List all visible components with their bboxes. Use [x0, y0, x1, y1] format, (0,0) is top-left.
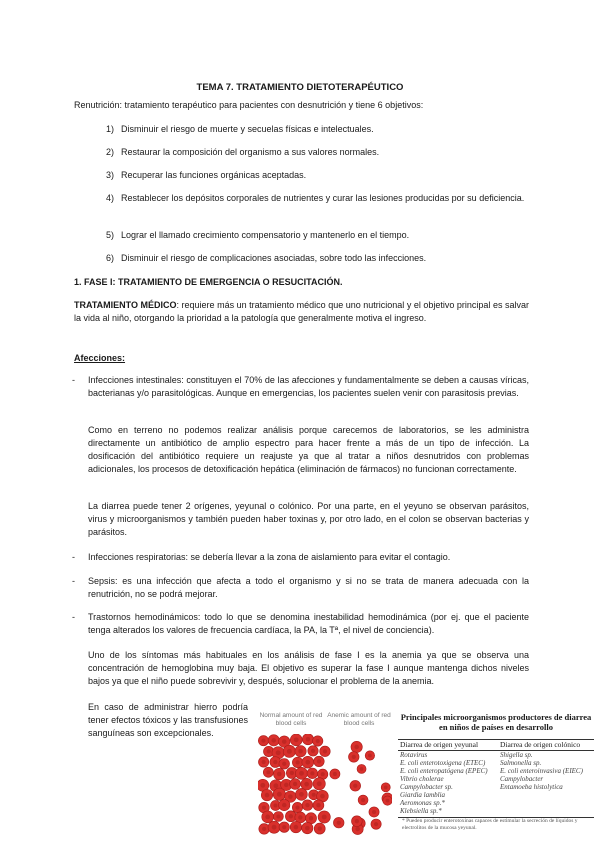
red-blood-cell-center: [386, 799, 390, 803]
red-blood-cell-center: [352, 755, 356, 759]
red-blood-cell-center: [284, 783, 289, 788]
red-blood-cell-center: [262, 827, 266, 831]
red-blood-cell-center: [293, 782, 297, 786]
red-blood-cell-center: [316, 739, 320, 743]
red-blood-cell-center: [311, 749, 315, 753]
red-blood-cell-center: [318, 826, 322, 830]
red-blood-cell-center: [276, 814, 280, 818]
table-row: Giardia lamblia: [400, 791, 446, 799]
red-blood-cell-center: [355, 827, 359, 831]
page-title: TEMA 7. TRATAMIENTO DIETOTERAPÉUTICO: [196, 82, 404, 93]
red-blood-cell-center: [294, 737, 299, 742]
afecciones-heading: Afecciones:: [74, 353, 126, 363]
red-blood-cell-center: [312, 793, 316, 797]
red-blood-cell-center: [277, 772, 282, 777]
red-blood-cell-center: [337, 821, 341, 825]
table-row: E. coli enteropatógena (EPEC) E. coli enteroinvasiva (EIEC): [400, 767, 583, 775]
red-blood-cells-figure: [258, 734, 392, 838]
red-blood-cell-center: [298, 815, 302, 819]
red-blood-cell-center: [282, 762, 286, 766]
red-blood-cell-center: [360, 767, 364, 771]
red-blood-cell-center: [321, 772, 325, 776]
red-blood-cell-center: [290, 771, 294, 775]
red-blood-cell-center: [372, 810, 376, 814]
red-blood-cell-center: [309, 816, 313, 820]
red-blood-cell-center: [323, 749, 327, 753]
red-blood-cell-center: [273, 760, 277, 764]
red-blood-cell-center: [299, 771, 304, 776]
red-blood-cell-center: [368, 754, 372, 758]
red-blood-cell-center: [353, 784, 357, 788]
red-blood-cell-center: [261, 739, 265, 743]
red-blood-cell-center: [322, 815, 327, 820]
red-blood-cell-center: [276, 750, 281, 755]
red-blood-cell-center: [295, 805, 299, 809]
table-row: Campylobacter sp. Entamoeba histolytica: [400, 783, 563, 791]
red-blood-cell-center: [374, 822, 378, 826]
red-blood-cell-center: [282, 825, 286, 829]
red-blood-cell-center: [317, 759, 321, 763]
table-footnote: * Pueden producir enterotoxinas capaces de estimular la secreción de líquidos y electrolitos de la mucosa yeyunal.: [398, 817, 594, 832]
red-blood-cell-center: [299, 792, 304, 797]
hemodynamic-text: Trastornos hemodinámicos: todo lo que se denomina inestabilidad hemodinámica (por ej. que el paciente tenga alterados los valores de frecuencia cardíaca, la PA, la Tª, el nivel de conciencia).: [88, 612, 529, 635]
microorganisms-table: [398, 739, 594, 832]
red-blood-cell-center: [304, 782, 309, 787]
red-blood-cell-center: [267, 749, 271, 753]
respiratory-text: Infecciones respiratorias: se debería llevar a la zona de aislamiento para evitar el contagio.: [88, 552, 451, 562]
intestinal-text: Infecciones intestinales: constituyen el 70% de las afecciones y fundamentalmente se deben a causas víricas, bacterianas y/o parasitológicas. Aunque en emergencias, los pacientes suelen venir con parasitosis previas.: [88, 375, 529, 398]
intestinal-paragraph-2: Como en terreno no podemos realizar análisis porque carecemos de laboratorios, se les administra directamente un antibiótico de amplio espectro para hacer frente a más de un tipo de infección. La dosificación del antibiótico requiere un reajuste ya que al tratar a niños desnutridos con problemas adicionales, los procesos de detoxificación hepática (eliminación de fármacos) no funcionan correctamente.: [88, 425, 529, 474]
red-blood-cell-center: [271, 738, 275, 742]
table-title: Principales microorganismos productores de diarrea en niños de países en desarrollo: [400, 712, 592, 732]
red-blood-cell-center: [296, 760, 300, 764]
red-blood-cell-center: [306, 737, 310, 741]
red-blood-cell-center: [310, 771, 314, 775]
red-blood-cell-center: [305, 760, 310, 765]
red-blood-cell-center: [265, 815, 270, 820]
red-blood-cell-center: [320, 794, 325, 799]
red-blood-cell-center: [262, 805, 266, 809]
section-heading: 1. FASE I: TRATAMIENTO DE EMERGENCIA O RESUCITACIÓN.: [74, 277, 343, 287]
intestinal-paragraph-3: La diarrea puede tener 2 orígenes, yeyunal o colónico. Por una parte, en el yeyuno se observan parásitos, virus y microorganismos y también pueden haber toxinas y, por otro lado, en el colon se observan bacterias y parásitos.: [88, 501, 529, 537]
red-blood-cell-center: [361, 798, 365, 802]
table-row: Rotavirus Shigella sp.: [400, 751, 533, 759]
medical-paragraph: [74, 299, 529, 325]
red-blood-cell-center: [355, 819, 359, 823]
intro-text: Renutrición: tratamiento terapéutico para pacientes con desnutrición y tiene 6 objetivos:: [74, 100, 424, 110]
red-blood-cell-center: [294, 825, 299, 830]
red-blood-cell-center: [317, 781, 322, 786]
red-blood-cell-center: [272, 825, 277, 830]
normal-blood-cells: [258, 734, 330, 834]
red-blood-cell-center: [282, 803, 287, 808]
normal-caption: Normal amount of red blood cells: [259, 712, 323, 727]
red-blood-cell-center: [305, 803, 309, 807]
red-blood-cell-center: [305, 826, 310, 831]
hierro-paragraph: En caso de administrar hierro podría tener efectos tóxicos y las transfusiones sanguíneas son excepcionales.: [88, 702, 248, 738]
anemic-blood-cells: [330, 741, 392, 834]
table-header: Diarrea de origen yeyunal Diarrea de origen colónico: [398, 739, 594, 751]
sepsis-text: Sepsis: es una infección que afecta a todo el organismo y si no se trata de manera adecuada con la renutrición, no se podrá mejorar.: [88, 576, 529, 599]
red-blood-cell-center: [277, 792, 282, 797]
red-blood-cell-center: [384, 786, 388, 790]
red-blood-cell-center: [265, 793, 270, 798]
red-blood-cell-center: [354, 745, 359, 750]
red-blood-cell-center: [316, 803, 320, 807]
table-row: Klebsiella sp.*: [400, 807, 442, 815]
anemic-caption: Anemic amount of red blood cells: [327, 712, 391, 727]
red-blood-cell-center: [288, 794, 293, 799]
table-row: E. coli enterotoxigena (ETEC) Salmonella sp.: [400, 759, 542, 767]
red-blood-cell-center: [273, 783, 278, 788]
red-blood-cell-center: [266, 770, 270, 774]
table-row: Vibrio cholerae Campylobacter: [400, 775, 544, 783]
medical-label: TRATAMIENTO MÉDICO: [74, 300, 177, 310]
medical-text: : requiere más un tratamiento médico que uno nutricional y el objetivo principal es salvar la vida al niño, otorgando la prioridad a la patología que generalmente motiva el ingreso.: [74, 300, 529, 323]
table-row: Aeromonas sp.*: [400, 799, 445, 807]
red-blood-cell-center: [289, 814, 293, 818]
red-blood-cell-center: [298, 749, 303, 754]
red-blood-cell-center: [282, 739, 287, 744]
red-blood-cell-center: [333, 772, 337, 776]
red-blood-cell-center: [273, 803, 277, 807]
red-blood-cell-center: [287, 749, 292, 754]
anemia-paragraph: Uno de los síntomas más habituales en los análisis de fase I es la anemia ya que se observa una concentración de hemoglobina muy baja. El objetivo es superar la fase I aunque mantenga dichos niveles bajos ya que el niño puede sobrevivir y, después, solucionar el problema de la anemia.: [88, 650, 529, 686]
red-blood-cell-center: [260, 783, 265, 788]
red-blood-cell-center: [262, 760, 266, 764]
